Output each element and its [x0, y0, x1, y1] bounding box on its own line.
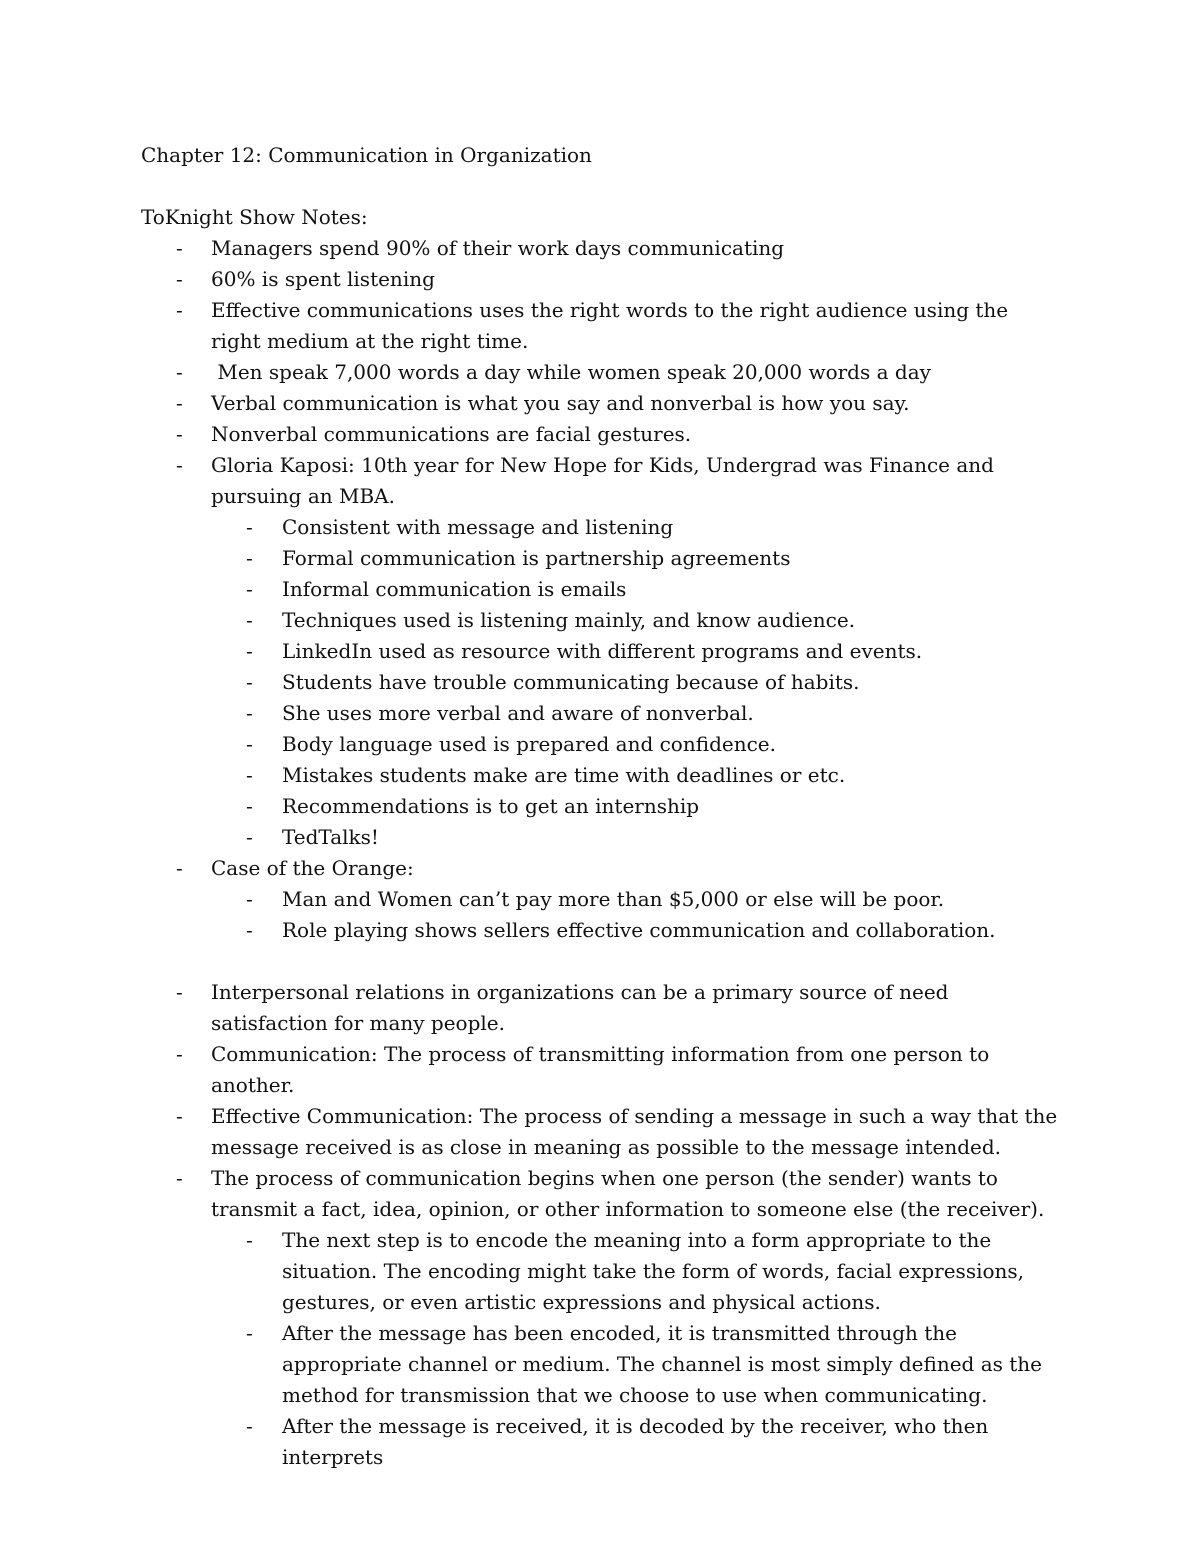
list-item — [141, 1039, 1061, 1101]
list-item — [141, 233, 1061, 264]
sub-list-item-text: Informal communication is emails — [282, 577, 627, 601]
sub-list-item-text: LinkedIn used as resource with different programs and events. — [282, 639, 923, 663]
bullet-dash: - — [176, 1166, 183, 1190]
document-body — [141, 140, 1061, 1473]
list-item-text: Managers spend 90% of their work days communicating — [211, 236, 785, 260]
bullet-dash: - — [246, 701, 253, 725]
sub-list-item — [211, 1225, 1061, 1318]
sub-list-item-text: She uses more verbal and aware of nonverbal. — [282, 701, 754, 725]
sub-list-item-text: Students have trouble communicating because of habits. — [282, 670, 860, 694]
sub-list-item-text: Role playing shows sellers effective communication and collaboration. — [282, 918, 996, 942]
sub-list-item — [211, 1318, 1061, 1411]
list-item-text: Communication: The process of transmitting information from one person to another. — [211, 1042, 990, 1097]
bullet-dash: - — [176, 267, 183, 291]
sub-list-item — [211, 915, 1061, 946]
sub-list-item-text: TedTalks! — [282, 825, 379, 849]
bullet-dash: - — [246, 732, 253, 756]
list-item-text: Interpersonal relations in organizations can be a primary source of need satisfaction for many people. — [211, 980, 949, 1035]
sub-list-item-text: Mistakes students make are time with deadlines or etc. — [282, 763, 846, 787]
bullet-dash: - — [246, 670, 253, 694]
bullet-dash: - — [176, 1104, 183, 1128]
bullet-dash: - — [246, 825, 253, 849]
sub-list-item-text: Techniques used is listening mainly, and know audience. — [282, 608, 856, 632]
sub-list-item-text: The next step is to encode the meaning into a form appropriate to the situation. The encoding might take the form of words, facial expressions, gestures, or even artistic expressions and physical actions. — [282, 1228, 1025, 1314]
sub-list-item-text: Consistent with message and listening — [282, 515, 674, 539]
sub-list-item — [211, 791, 1061, 822]
list-item-text: 60% is spent listening — [211, 267, 435, 291]
list-item — [141, 419, 1061, 450]
list-item — [141, 1101, 1061, 1163]
sub-list-item-text: After the message has been encoded, it is transmitted through the appropriate channel or medium. The channel is most simply defined as the method for transmission that we choose to use when communicating. — [282, 1321, 1043, 1407]
bullet-dash: - — [246, 546, 253, 570]
sub-list-item — [211, 822, 1061, 853]
list-item-text: Case of the Orange: — [211, 856, 414, 880]
notes-list-part2 — [141, 977, 1061, 1473]
blank-line — [141, 946, 1061, 977]
bullet-dash: - — [176, 391, 183, 415]
sub-list-item-text: Man and Women can’t pay more than $5,000 or else will be poor. — [282, 887, 945, 911]
list-item — [141, 450, 1061, 853]
list-item-text: Effective Communication: The process of sending a message in such a way that the message received is as close in meaning as possible to the message intended. — [211, 1104, 1058, 1159]
bullet-dash: - — [246, 763, 253, 787]
section-heading: ToKnight Show Notes: — [141, 205, 368, 229]
list-item — [141, 264, 1061, 295]
list-item — [141, 853, 1061, 946]
bullet-dash: - — [246, 1228, 253, 1252]
bullet-dash: - — [176, 1042, 183, 1066]
sub-list-item-text: Body language used is prepared and confidence. — [282, 732, 776, 756]
sub-list-item — [211, 512, 1061, 543]
bullet-dash: - — [246, 1414, 253, 1438]
sub-list-item-text: After the message is received, it is decoded by the receiver, who then interprets — [282, 1414, 989, 1469]
list-item-text: Gloria Kaposi: 10th year for New Hope for Kids, Undergrad was Finance and pursuing an MBA. — [211, 453, 994, 508]
sub-list — [211, 1225, 1061, 1473]
sub-list-item — [211, 729, 1061, 760]
sub-list — [211, 512, 1061, 853]
list-item — [141, 295, 1061, 357]
bullet-dash: - — [246, 608, 253, 632]
page-title: Chapter 12: Communication in Organization — [141, 143, 592, 167]
bullet-dash: - — [176, 422, 183, 446]
sub-list-item — [211, 1411, 1061, 1473]
bullet-dash: - — [246, 794, 253, 818]
bullet-dash: - — [246, 577, 253, 601]
sub-list-item — [211, 574, 1061, 605]
sub-list-item — [211, 543, 1061, 574]
bullet-dash: - — [176, 980, 183, 1004]
bullet-dash: - — [176, 236, 183, 260]
list-item — [141, 977, 1061, 1039]
bullet-dash: - — [176, 298, 183, 322]
bullet-dash: - — [246, 887, 253, 911]
list-item-text: Men speak 7,000 words a day while women speak 20,000 words a day — [211, 360, 931, 384]
bullet-dash: - — [246, 515, 253, 539]
bullet-dash: - — [176, 453, 183, 477]
list-item — [141, 1163, 1061, 1473]
sub-list-item — [211, 667, 1061, 698]
list-item-text: The process of communication begins when one person (the sender) wants to transmit a fact, idea, opinion, or other information to someone else (the receiver). — [211, 1166, 1045, 1221]
sub-list-item-text: Recommendations is to get an internship — [282, 794, 700, 818]
list-item — [141, 357, 1061, 388]
sub-list-item — [211, 760, 1061, 791]
list-item — [141, 388, 1061, 419]
bullet-dash: - — [246, 639, 253, 663]
sub-list-item — [211, 636, 1061, 667]
bullet-dash: - — [176, 360, 183, 384]
sub-list-item — [211, 884, 1061, 915]
bullet-dash: - — [246, 918, 253, 942]
sub-list — [211, 884, 1061, 946]
sub-list-item-text: Formal communication is partnership agreements — [282, 546, 791, 570]
sub-list-item — [211, 605, 1061, 636]
list-item-text: Verbal communication is what you say and nonverbal is how you say. — [211, 391, 910, 415]
notes-list — [141, 233, 1061, 946]
sub-list-item — [211, 698, 1061, 729]
list-item-text: Nonverbal communications are facial gestures. — [211, 422, 692, 446]
list-item-text: Effective communications uses the right words to the right audience using the right medium at the right time. — [211, 298, 1009, 353]
blank-line — [141, 171, 1061, 202]
bullet-dash: - — [176, 856, 183, 880]
bullet-dash: - — [246, 1321, 253, 1345]
